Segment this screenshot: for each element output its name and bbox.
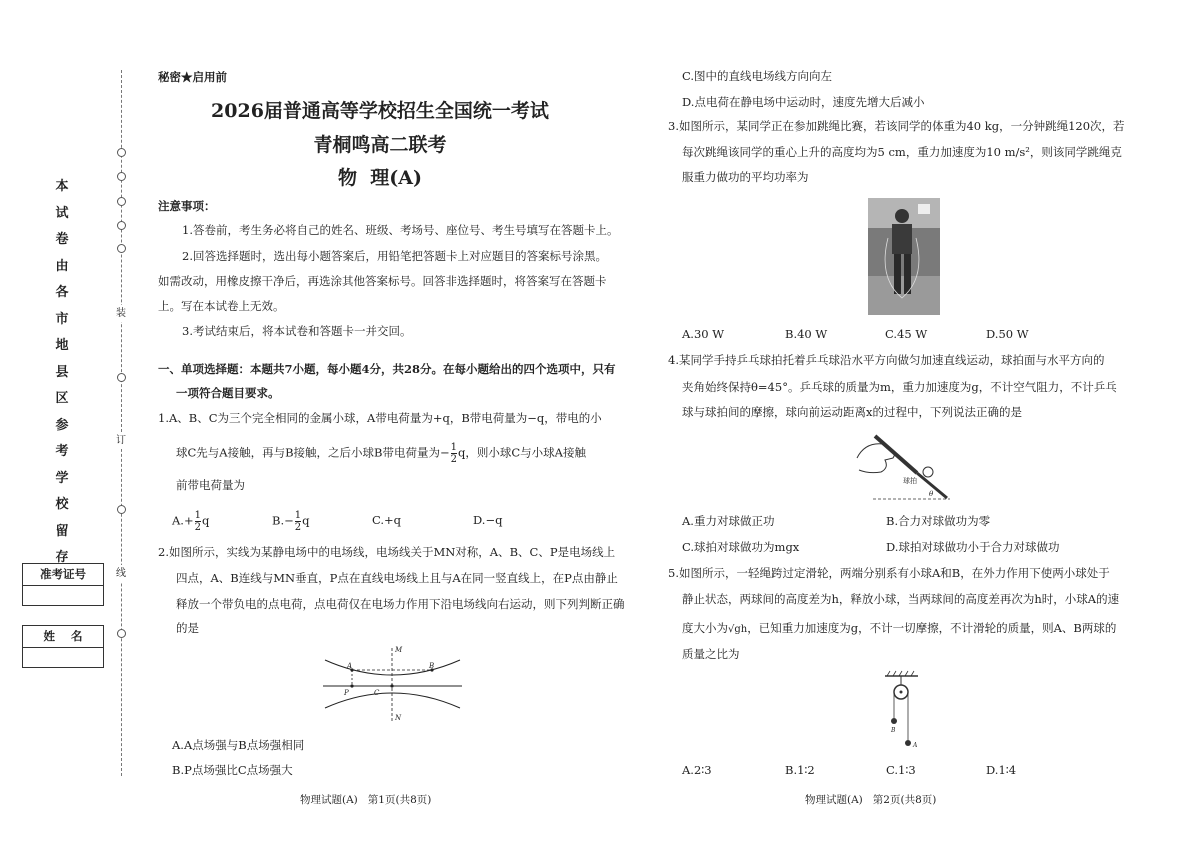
jump-rope-photo [868,198,940,315]
seal-word-zhuang: 装 [116,305,126,322]
q3-option-c: C.45 W [885,327,928,341]
q5-line: 度大小为√gh，已知重力加速度为g，不计一切摩擦，不计滑轮的质量，则A、B两球的 [682,621,1117,635]
label-a: A [347,662,353,670]
q4-line: 球与球拍间的摩擦，球向前运动距离x的过程中，下列说法正确的是 [682,405,1022,419]
q4-option-a: A.重力对球做正功 [682,514,775,528]
side-text-char: 留 [55,523,69,539]
q2-line: 2.如图所示，实线为某静电场中的电场线，电场线关于MN对称，A、B、C、P是电场线上 [158,545,616,559]
side-text-char: 由 [55,258,69,274]
label-b: B [429,662,435,670]
q2-option-c: C.图中的直线电场线方向向左 [682,69,833,83]
q1-line: 1.A、B、C为三个完全相同的金属小球，A带电荷量为+q，B带电荷量为−q，带电的小 [158,411,602,425]
side-text-char: 参 [55,417,69,433]
q2-option-b: B.P点场强比C点场强大 [172,763,293,777]
q2-line: 的是 [176,621,199,635]
ping-pong-ball [923,467,933,477]
q5-line: 5.如图所示，一轻绳跨过定滑轮，两端分别系有小球A和B，在外力作用下使两小球处于 [668,566,1110,580]
q5-line: 质量之比为 [682,647,740,661]
q3-line: 每次跳绳该同学的重心上升的高度均为5 cm，重力加速度为10 m/s²，则该同学跳绳克 [682,145,1122,159]
q1-option-a: A.+ $\frac{1}{2}$ q [172,510,210,533]
page-1-footer: 物理试题(A) 第1页(共8页) [300,794,432,806]
q1-option-d: D.−q [473,513,503,527]
side-text-char: 试 [55,205,69,221]
q4-line: 4.某同学手持乒乓球拍托着乒乓球沿水平方向做匀加速直线运动，球拍面与水平方向的 [668,353,1105,367]
q1-option-c: C.+q [372,513,402,527]
side-text-char: 本 [55,179,69,194]
q2-option-a: A.A点场强与B点场强相同 [172,738,305,752]
q5-option-b: B.1∶2 [785,763,815,777]
paddle-label: 球拍 [903,477,917,485]
q5-line: 静止状态，两球间的高度差为h，释放小球，当两球间的高度差再次为h时，小球A的速 [682,592,1120,606]
label-n: N [395,714,402,722]
label-b: B [891,727,896,734]
q3-option-a: A.30 W [682,327,725,341]
label-m: M [395,646,403,654]
exam-id-label: 准考证号 [40,567,86,581]
name-label: 姓 名 [43,629,83,643]
ball-a [905,740,911,746]
side-text-char: 市 [55,311,69,327]
section-heading-cont: 一项符合题目要求。 [176,386,280,400]
q3-option-b: B.40 W [785,327,828,341]
pulley-diagram [880,670,930,750]
sqrt-expression: √gh [728,624,748,635]
field-line-upper [325,660,460,675]
side-text-char: 卷 [55,232,69,247]
q2-line: 四点，A、B连线与MN垂直，P点在直线电场线上且与A在同一竖直线上，在P点由静止 [176,571,618,585]
q4-line: 夹角始终保持θ=45°。乒乓球的质量为m，重力加速度为g，不计空气阻力，不计乒乓 [682,380,1117,394]
label-a: A [913,742,918,749]
seal-word-xian: 线 [116,565,126,582]
field-line-diagram [320,640,465,725]
seal-word-ding: 订 [116,432,126,449]
subject-title: 物 理(A) [338,167,422,189]
secret-mark: 秘密★启用前 [158,70,227,84]
q4-option-c: C.球拍对球做功为mgx [682,540,800,554]
q1-line: 前带电荷量为 [176,478,245,492]
q2-option-d: D.点电荷在静电场中运动时，速度先增大后减小 [682,95,925,109]
side-text-char: 区 [55,391,69,406]
side-text-char: 校 [55,497,69,512]
page-2-footer: 物理试题(A) 第2页(共8页) [805,794,937,806]
q5-option-a: A.2∶3 [682,763,712,777]
side-text-char: 地 [55,338,69,353]
side-text-char: 县 [55,364,69,380]
notice-heading: 注意事项： [158,199,216,213]
q3-line: 3.如图所示，某同学正在参加跳绳比赛，若该同学的体重为40 kg，一分钟跳绳120次，若 [668,119,1125,133]
q1-line: 球C先与A接触，再与B接触，之后小球B带电荷量为− $\frac{1}{2}$ q，则小球C与小球A接触 [176,442,586,465]
q5-option-d: D.1∶4 [986,763,1017,777]
fraction: $\frac{1}{2}$ [450,442,458,465]
side-text-char: 考 [55,444,69,459]
notice-line: 1.答卷前，考生务必将自己的姓名、班级、考场号、座位号、考生号填写在答题卡上。 [182,223,619,237]
ball-b [891,718,897,724]
paddle-handle [875,436,917,473]
q4-option-b: B.合力对球做功为零 [886,514,991,528]
notice-line: 上。写在本试卷上无效。 [158,299,285,313]
exam-subtitle: 青桐鸣高二联考 [313,134,447,156]
page-2 [600,0,1200,848]
notice-line: 3.考试结束后，将本试卷和答题卡一并交回。 [182,324,412,338]
q4-option-d: D.球拍对球做功小于合力对球做功 [886,540,1060,554]
q2-line: 释放一个带负电的点电荷，点电荷仅在电场力作用下沿电场线向右运动，则下列判断正确 [176,597,625,611]
side-text-char: 学 [55,470,69,486]
q3-option-d: D.50 W [986,327,1029,341]
notice-line: 如需改动，用橡皮擦干净后，再选涂其他答案标号。回答非选择题时，将答案写在答题卡 [158,274,607,288]
q1-option-b: B.− $\frac{1}{2}$ q [272,510,310,533]
q5-option-c: C.1∶3 [886,763,916,777]
paddle-diagram [855,428,960,503]
notice-line: 2.回答选择题时，选出每小题答案后，用铅笔把答题卡上对应题目的答案标号涂黑。 [182,249,607,263]
side-text-char: 各 [55,285,69,300]
section-heading: 一、单项选择题：本题共7小题，每小题4分，共28分。在每小题给出的四个选项中，只有 [158,362,616,376]
label-c: C [374,689,380,697]
label-p: P [344,689,349,697]
exam-title: 2026届普通高等学校招生全国统一考试 [211,100,549,122]
q3-line: 服重力做功的平均功率为 [682,170,809,184]
theta-label: θ [929,490,934,498]
side-text-char: 存 [55,550,69,565]
